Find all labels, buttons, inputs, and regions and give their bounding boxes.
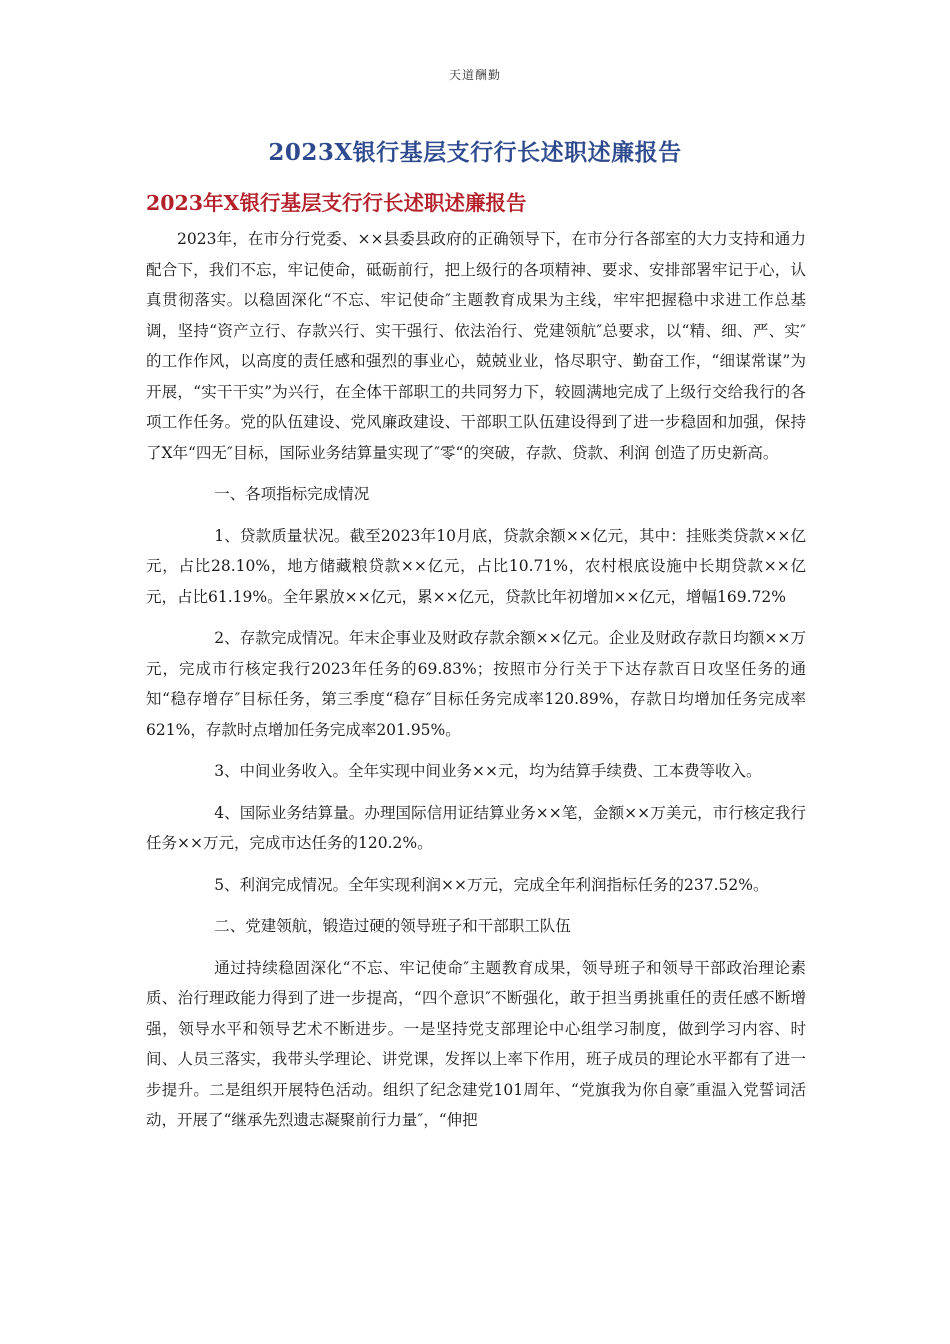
intro-paragraph: 2023年，在市分行党委、××县委县政府的正确领导下，在市分行各部室的大力支持和通力配合下，我们不忘，牢记使命，砥砺前行，把上级行的各项精神、要求、安排部署牢记于心，认真贯彻落实。以稳固深化“不忘、牢记使命″主题教育成果为主线，牢牢把握稳中求进工作总基调，坚持“资产立行、存款兴行、实干强行、依法治行、党建领航″总要求，以“精、细、严、实″的工作作风，以高度的责任感和强烈的事业心，兢兢业业，恪尽职守、勤奋工作，“细谋常谋”为开展，“实干干实”为兴行，在全体干部职工的共同努力下，较圆满地完成了上级行交给我行的各项工作任务。党的队伍建设、党风廉政建设、干部职工队伍建设得到了进一步稳固和加强，保持了X年“四无″目标，国际业务结算量实现了″零“的突破，存款、贷款、利润 创造了历史新高。: [146, 230, 806, 462]
item-intermediate-income: 3、中间业务收入。全年实现中间业务××元，均为结算手续费、工本费等收入。: [214, 762, 762, 780]
document-body: [146, 224, 806, 1136]
item-deposit-completion: 2、存款完成情况。年末企事业及财政存款余额××亿元。企业及财政存款日均额××万元，完成市行核定我行2023年任务的69.83%；按照市分行关于下达存款百日攻坚任务的通知“稳存增存″目标任务，第三季度“稳存″目标任务完成率120.89%，存款日均增加任务完成率621%，存款时点增加任务完成率201.95%。: [146, 629, 806, 739]
page-header: 天道酬勤: [448, 68, 501, 82]
section-heading-2: 二、党建领航，锻造过硬的领导班子和干部职工队伍: [214, 917, 571, 935]
section-heading-1: 一、各项指标完成情况: [214, 485, 370, 503]
item-profit-completion: 5、利润完成情况。全年实现利润××万元，完成全年利润指标任务的237.52%。: [214, 875, 769, 894]
item-international-settlement: 4、国际业务结算量。办理国际信用证结算业务××笔，金额××万美元，市行核定我行任务××万元，完成市达任务的120.2%。: [146, 803, 806, 852]
document-title: 2023X银行基层支行行长述职述廉报告: [268, 139, 682, 166]
document-subtitle: 2023年X银行基层支行行长述职述廉报告: [146, 191, 527, 215]
item-loan-quality: 1、贷款质量状况。截至2023年10月底，贷款余额××亿元，其中：挂账类贷款××亿元，占比28.10%，地方储藏粮贷款××亿元，占比10.71%，农村根底设施中长期贷款××亿元，占比61.19%。全年累放××亿元，累××亿元，贷款比年初增加××亿元，增幅169.72%: [146, 526, 806, 606]
section2-paragraph: 通过持续稳固深化“不忘、牢记使命″主题教育成果，领导班子和领导干部政治理论素质、治行理政能力得到了进一步提高，“四个意识″不断强化，敢于担当勇挑重任的责任感不断增强，领导水平和领导艺术不断进步。一是坚持党支部理论中心组学习制度，做到学习内容、时间、人员三落实，我带头学理论、讲党课，发挥以上率下作用，班子成员的理论水平都有了进一步提升。二是组织开展特色活动。组织了纪念建党101周年、“党旗我为你自豪″重温入党誓词活动，开展了“继承先烈遗志凝聚前行力量″，“伸把: [146, 958, 806, 1129]
